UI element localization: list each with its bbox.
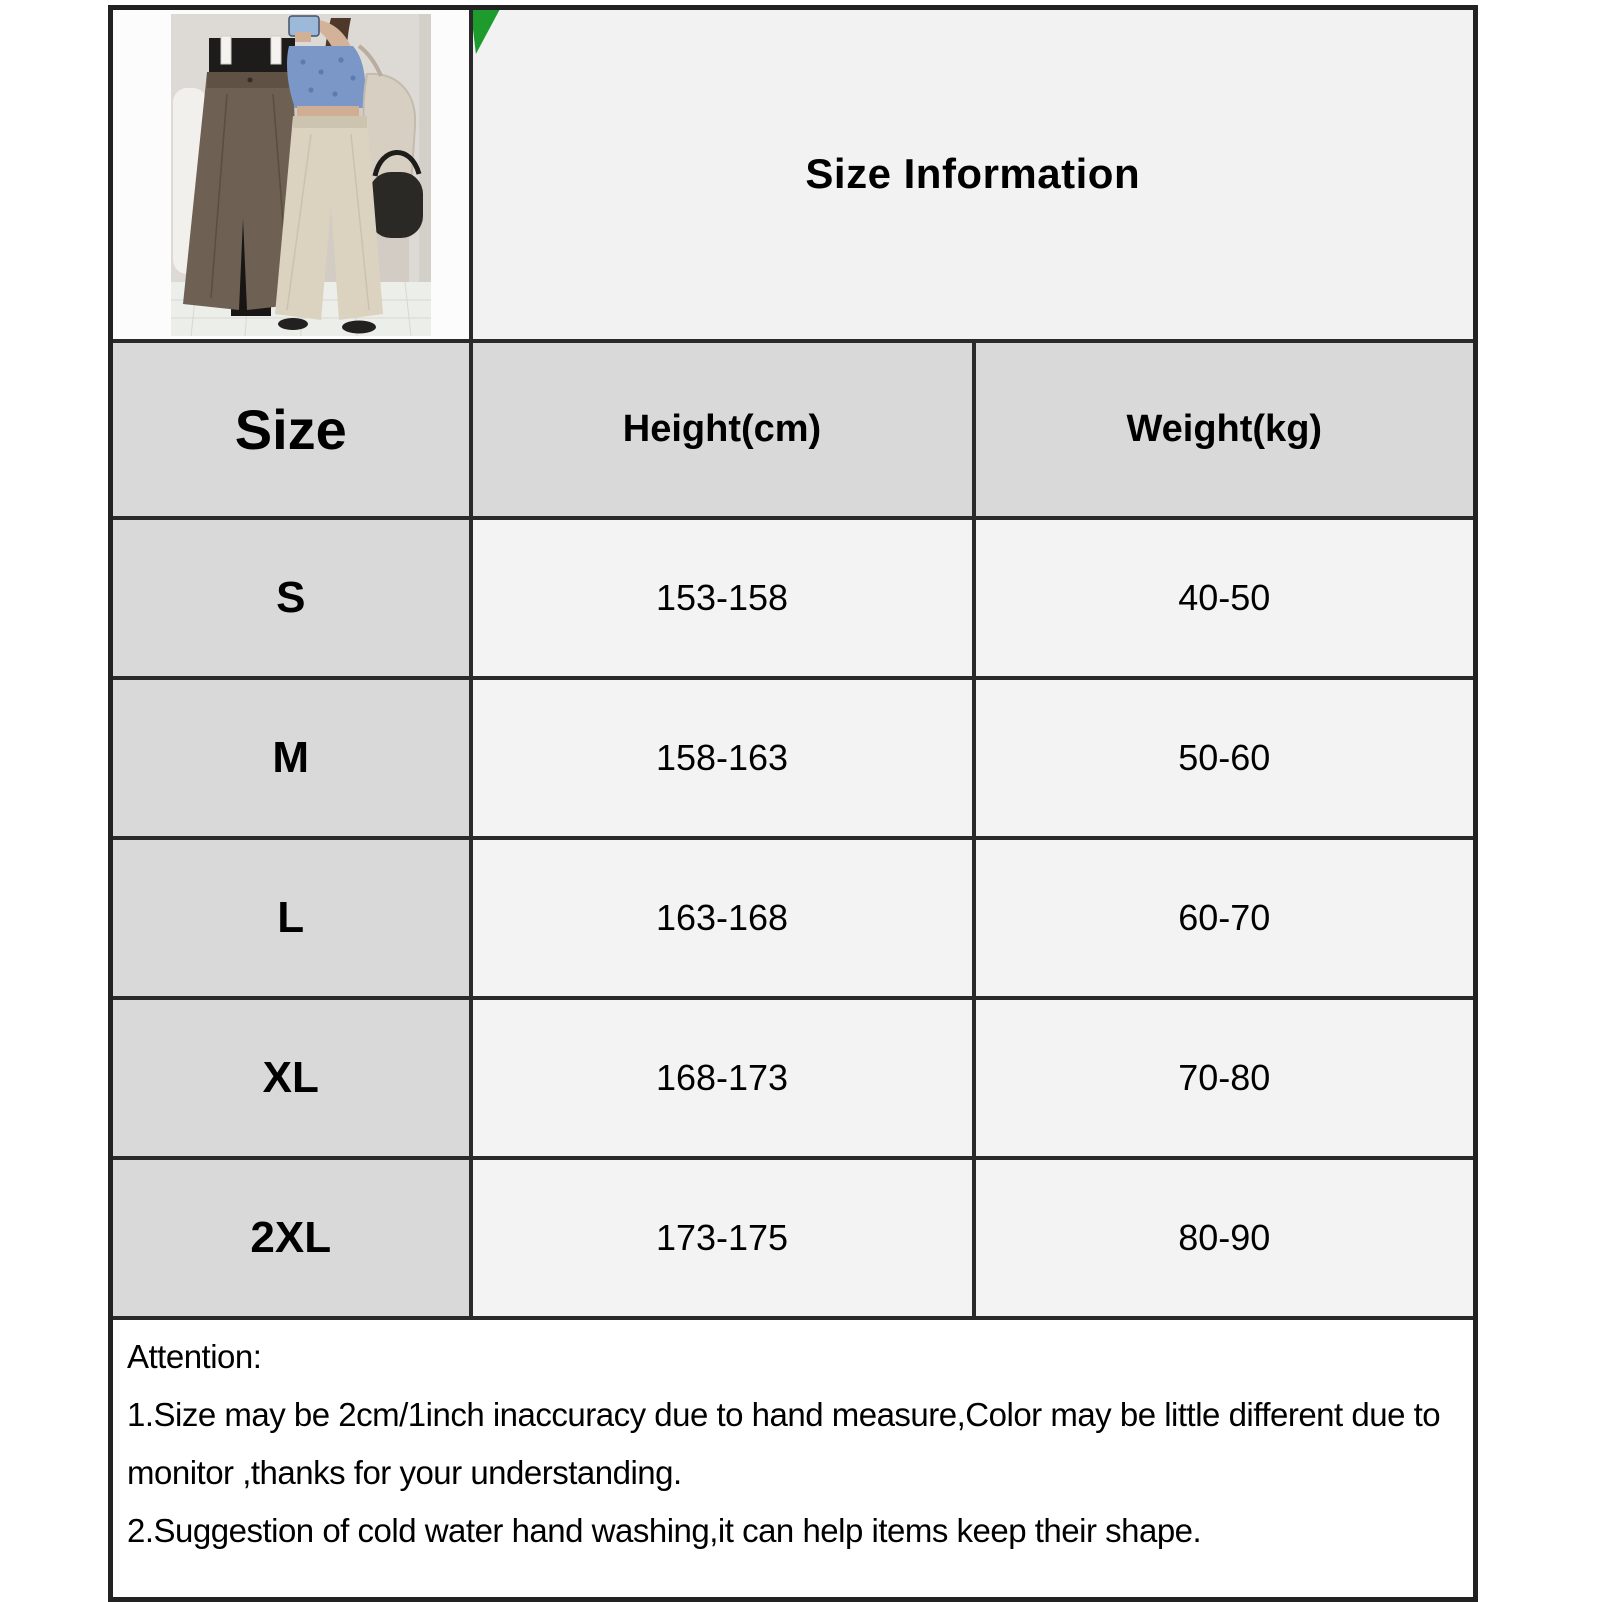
- weight-value: 60-70: [974, 838, 1476, 998]
- table-row-s: [111, 518, 1476, 678]
- weight-value: 70-80: [974, 998, 1476, 1158]
- height-value: 173-175: [471, 1158, 974, 1318]
- table-row-2xl: [111, 1158, 1476, 1318]
- weight-value: 80-90: [974, 1158, 1476, 1318]
- size-table: [108, 5, 1478, 1602]
- model-hand: [295, 32, 311, 42]
- hanger-clip-right: [271, 36, 281, 64]
- table-row-l: [111, 838, 1476, 998]
- height-value: 158-163: [471, 678, 974, 838]
- size-label: L: [111, 838, 471, 998]
- table-row-xl: [111, 998, 1476, 1158]
- hanger-clip-left: [221, 36, 231, 64]
- beige-waistband: [293, 116, 367, 128]
- size-label: XL: [111, 998, 471, 1158]
- product-photo: [171, 14, 431, 336]
- attention-note-2: 2.Suggestion of cold water hand washing,it can help items keep their shape.: [127, 1511, 1202, 1549]
- black-bag: [369, 172, 423, 238]
- sandal-right: [342, 321, 376, 334]
- page-title: Size Information: [805, 150, 1141, 198]
- header-size: Size: [111, 341, 471, 518]
- height-value: 168-173: [471, 998, 974, 1158]
- weight-value: 40-50: [974, 518, 1476, 678]
- title-cell: [471, 8, 1476, 341]
- table-row-m: [111, 678, 1476, 838]
- weight-value: 50-60: [974, 678, 1476, 838]
- height-value: 153-158: [471, 518, 974, 678]
- attention-heading: Attention:: [127, 1337, 262, 1375]
- height-value: 163-168: [471, 838, 974, 998]
- header-height: Height(cm): [471, 341, 974, 518]
- product-photo-illustration: [171, 14, 431, 336]
- sandal-left: [278, 318, 308, 330]
- header-weight: Weight(kg): [974, 341, 1476, 518]
- attention-note-1: 1.Size may be 2cm/1inch inaccuracy due to hand measure,Color may be little different due to monitor ,thanks for your understanding.: [127, 1395, 1441, 1491]
- size-label: S: [111, 518, 471, 678]
- size-label: M: [111, 678, 471, 838]
- size-chart-sheet: [108, 5, 1478, 1602]
- product-photo-cell: [111, 8, 471, 341]
- attention-block: [111, 1318, 1476, 1600]
- waist-button: [248, 78, 253, 83]
- green-corner-marker: [471, 8, 501, 54]
- size-label: 2XL: [111, 1158, 471, 1318]
